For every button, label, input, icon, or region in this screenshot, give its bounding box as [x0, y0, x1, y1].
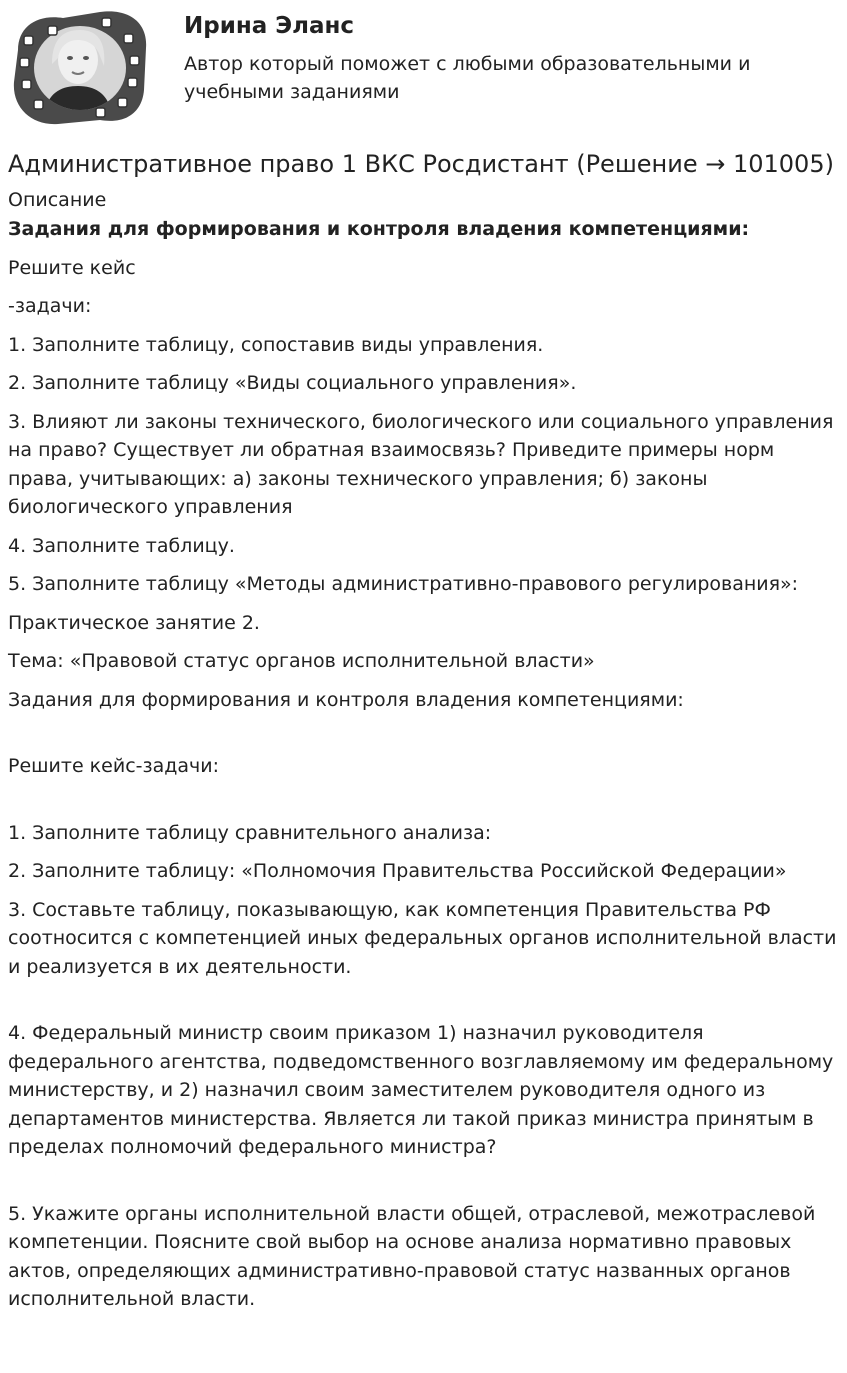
paragraph: Задания для формирования и контроля владения компетенциями: [8, 218, 750, 240]
author-name[interactable]: Ирина Эланс [184, 13, 355, 39]
author-avatar[interactable] [8, 8, 150, 126]
paragraph: 3. Составьте таблицу, показывающую, как компетенция Правительства РФ соотносится с компетенцией иных федеральных органов исполнительной власти и реализуется в их деятельности. [8, 898, 837, 978]
paragraph: Решите кейс-задачи: [8, 755, 219, 777]
paragraph: Практическое занятие 2. [8, 611, 260, 634]
paragraph: 4. Заполните таблицу. [8, 534, 235, 557]
paragraph: -задачи: [8, 295, 92, 317]
paragraph: Задания для формирования и контроля владения компетенциями: [8, 688, 684, 711]
paragraph: 4. Федеральный министр своим приказом 1) назначил руководителя федерального агентства, подведомственного возглавляемому им федеральному министерству, и 2) назначил своим заместителем руководителя одного из департаментов министерства. Является ли такой приказ министра принятым в пределах полномочий федерального министра? [8, 1022, 834, 1158]
author-description: Автор который поможет с любыми образовательными и учебными заданиями [184, 53, 751, 103]
paragraph: 5. Укажите органы исполнительной власти общей, отраслевой, межотраслевой компетенции. Поясните свой выбор на основе анализа нормативно правовых актов, определяющих административно-правовой статус названных органов исполнительной власти. [8, 1202, 816, 1310]
description-content [8, 215, 840, 1324]
author-card [0, 0, 847, 135]
paragraph: 1. Заполните таблицу сравнительного анализа: [8, 821, 492, 844]
page-title: Административное право 1 ВКС Росдистант (Решение → 101005) [8, 150, 834, 178]
paragraph: 3. Влияют ли законы технического, биологического или социального управления на право? Существует ли обратная взаимосвязь? Приведите примеры норм права, учитывающих: а) законы технического управления; б) законы биологического управления [8, 410, 834, 518]
paragraph: 5. Заполните таблицу «Методы административно-правового регулирования»: [8, 573, 799, 595]
paragraph: Тема: «Правовой статус органов исполнительной власти» [8, 650, 595, 672]
paragraph: 2. Заполните таблицу «Виды социального управления». [8, 372, 577, 394]
paragraph: Решите кейс [8, 256, 136, 279]
paragraph: 1. Заполните таблицу, сопоставив виды управления. [8, 333, 544, 356]
description-label: Описание [8, 189, 107, 211]
film-strip-avatar-image [8, 8, 150, 126]
paragraph: 2. Заполните таблицу: «Полномочия Правительства Российской Федерации» [8, 860, 787, 882]
